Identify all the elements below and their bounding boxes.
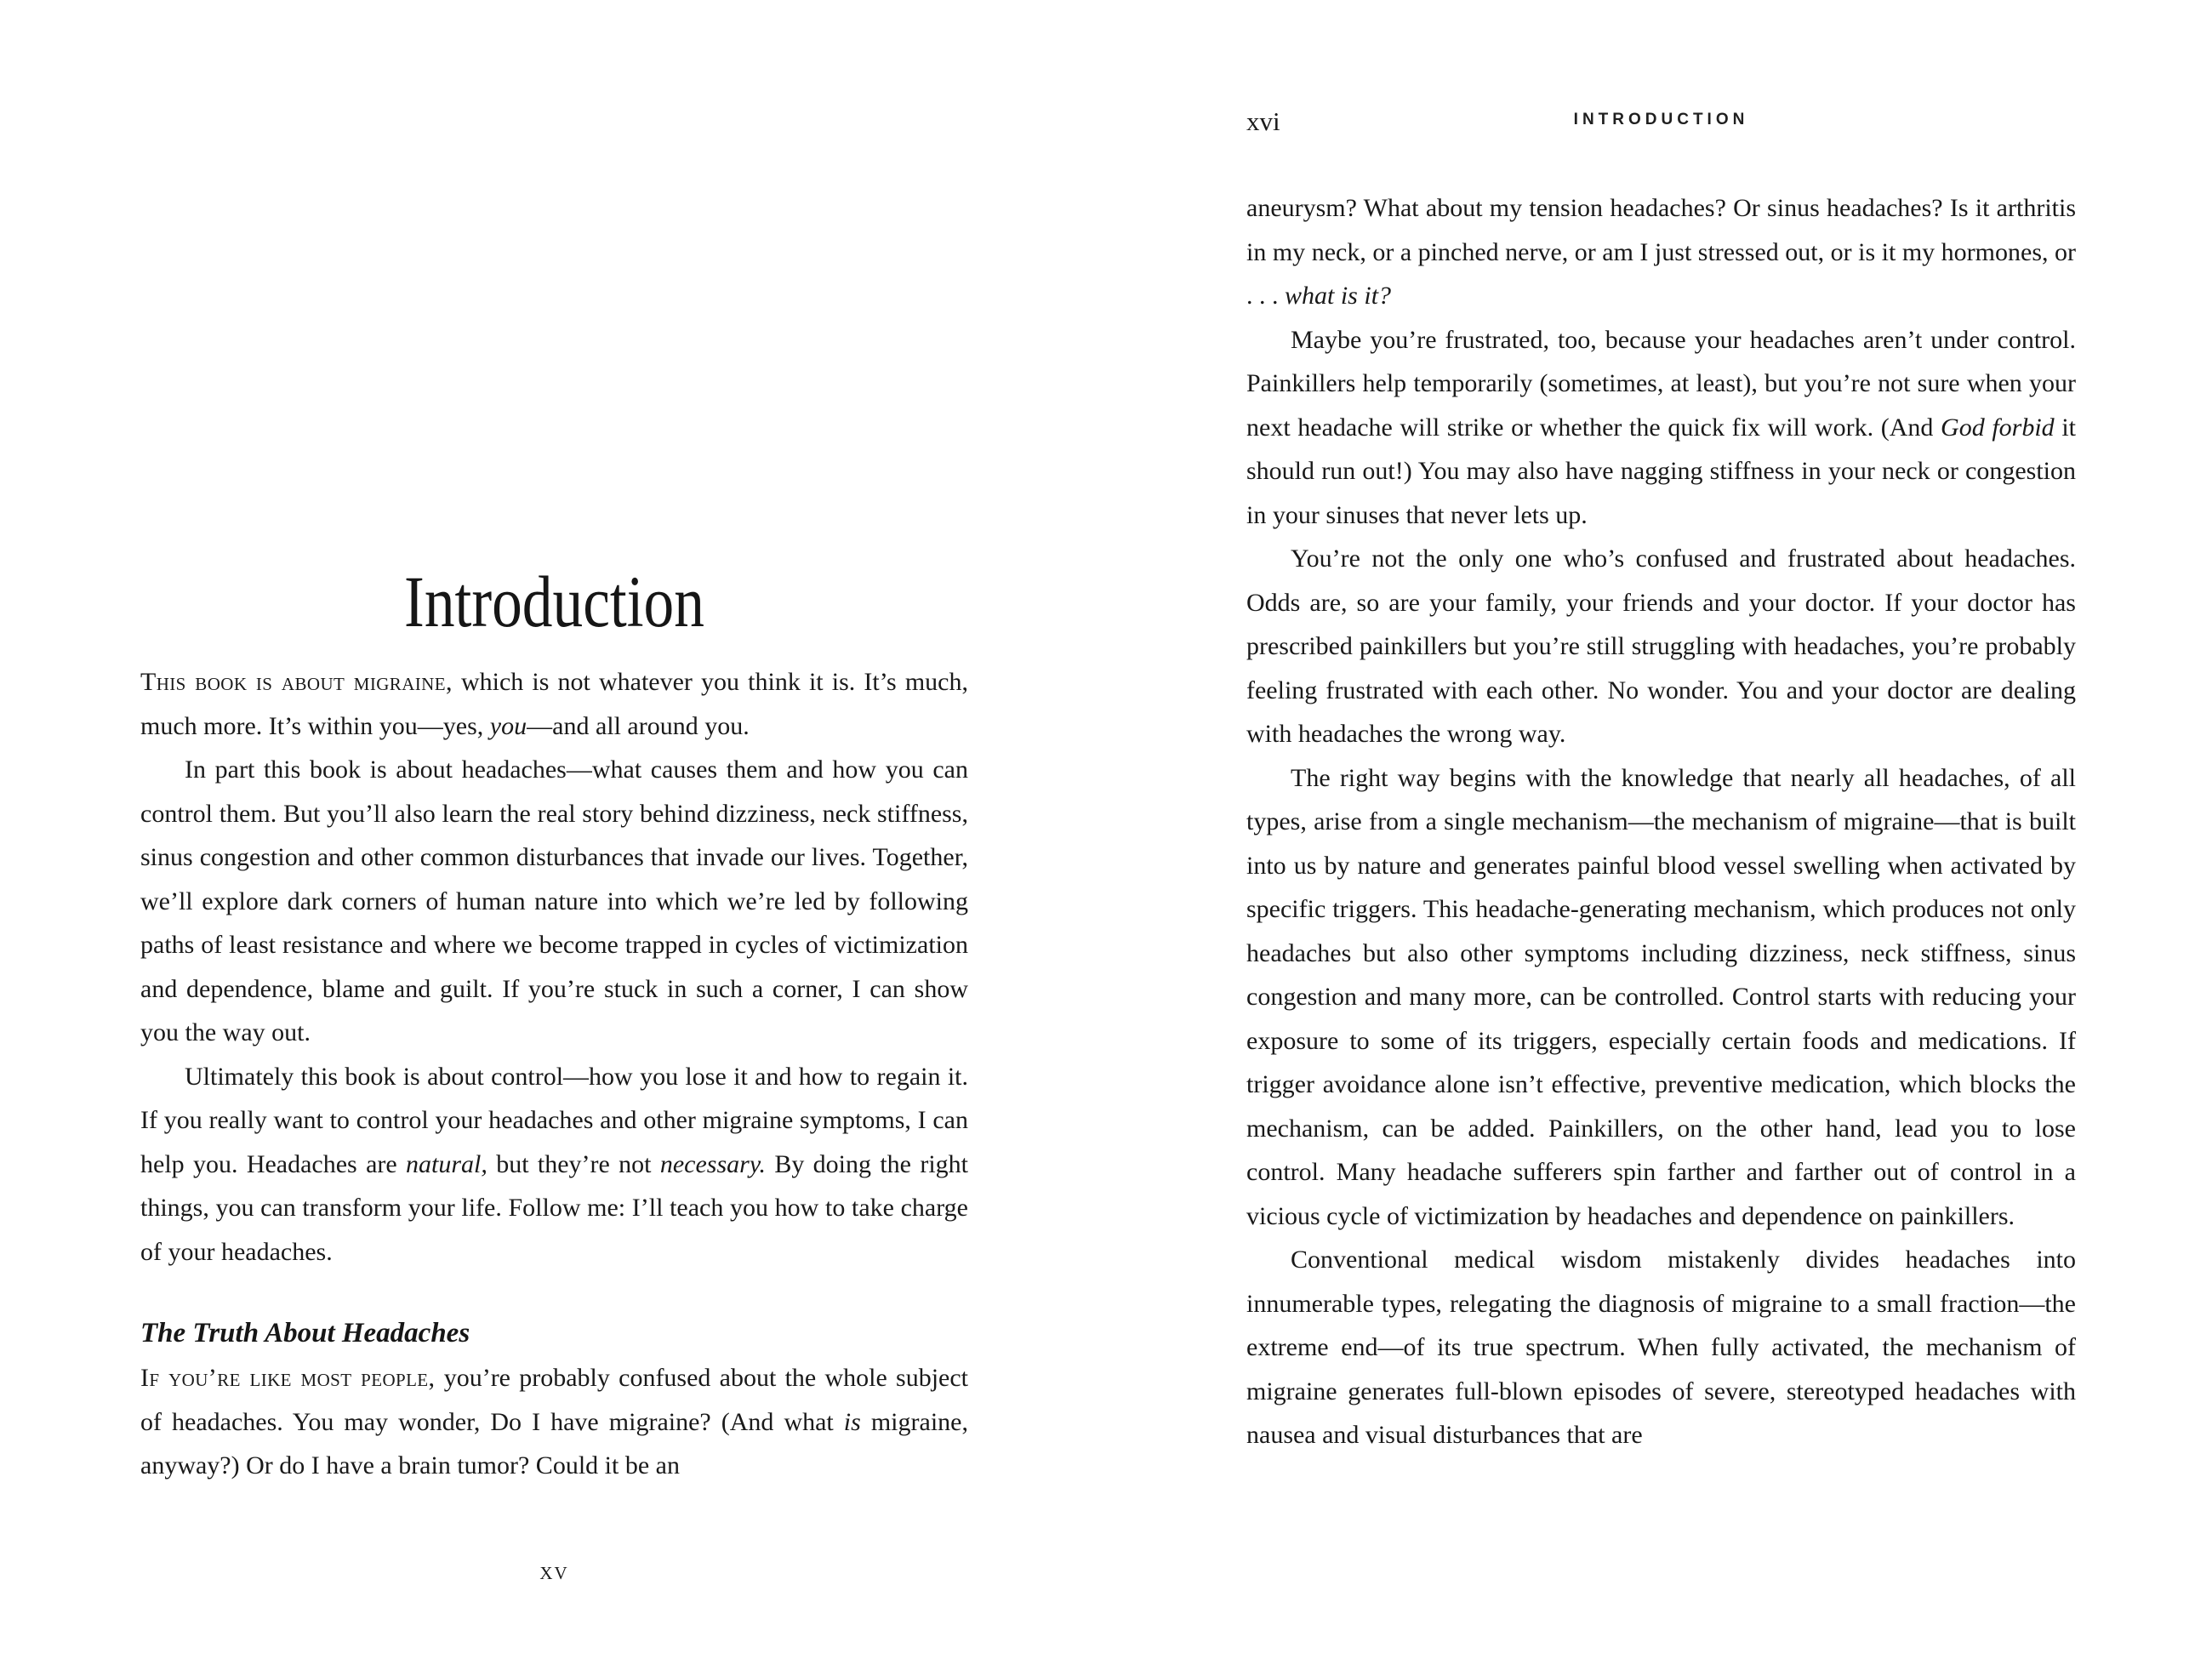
- smallcaps-lead: If you’re like most people,: [140, 1364, 436, 1392]
- italic-text: necessary.: [659, 1149, 766, 1178]
- folio-right: xvi: [1246, 106, 1280, 136]
- text-run: The right way begins with the knowledge that nearly all headaches, of all types, arise from a single mechanism—the mechanism of migraine—that is built into us by nature and generates painful blood vessel swelling when activated by specific triggers. This headache-generating mechanism, which produces not only headaches but also other symptoms including dizziness, neck stiffness, sinus congestion and many more, can be controlled. Control starts with reducing your exposure to some of its triggers, especially certain foods and medications. If trigger avoidance alone isn’t effective, preventive medication, which blocks the mechanism, can be added. Painkillers, on the other hand, lead you to lose control. Many headache sufferers spin farther and farther out of control in a vicious cycle of victimization by headaches and dependence on painkillers.: [1246, 763, 2076, 1230]
- paragraph: [1246, 318, 2076, 538]
- text-run: but they’re not: [487, 1149, 660, 1178]
- paragraph: [1246, 537, 2076, 756]
- text-run: you’re probably confused about the whole subject of headaches. You may wonder, Do I have migraine? (And what: [140, 1364, 968, 1436]
- smallcaps-lead: This book is about migraine,: [140, 668, 453, 696]
- italic-text: is: [843, 1407, 861, 1436]
- paragraph: [140, 748, 968, 1055]
- left-page: [140, 0, 968, 1659]
- paragraph: [1246, 1238, 2076, 1457]
- paragraph: [140, 1356, 968, 1488]
- text-run: aneurysm? What about my tension headaches? Or sinus headaches? Is it arthritis in my neck, or a pinched nerve, or am I just stressed out, or is it my hormones, or . . .: [1246, 194, 2076, 310]
- italic-text: natural,: [406, 1149, 487, 1178]
- folio-left: xv: [539, 1557, 569, 1585]
- text-run: —and all around you.: [527, 711, 750, 740]
- text-run: You’re not the only one who’s confused and frustrated about headaches. Odds are, so are your family, your friends and your doctor. If your doctor has prescribed painkillers but you’re still struggling with headaches, you’re probably feeling frustrated with each other. No wonder. You and your doctor are dealing with headaches the wrong way.: [1246, 544, 2076, 748]
- paragraph: [140, 1055, 968, 1274]
- running-title: INTRODUCTION: [1573, 111, 1749, 128]
- text-run: Maybe you’re frustrated, too, because your headaches aren’t under control. Painkillers help temporarily (sometimes, at least), but you’re not sure when your next headache will strike or whether the quick fix will work. (And: [1246, 325, 2076, 442]
- left-body-lower: [140, 1356, 968, 1488]
- text-run: Conventional medical wisdom mistakenly divides headaches into innumerable types, relegating the diagnosis of migraine to a small fraction—the extreme end—of its true spectrum. When fully activated, the mechanism of migraine generates full-blown episodes of severe, stereotyped headaches with nausea and visual disturbances that are: [1246, 1246, 2076, 1449]
- paragraph: [1246, 756, 2076, 1239]
- chapter-title: Introduction: [404, 561, 704, 642]
- section-subheading: The Truth About Headaches: [140, 1318, 470, 1348]
- text-run: In part this book is about headaches—what causes them and how you can control them. But you’ll also learn the real story behind dizziness, neck stiffness, sinus congestion and other common disturbances that invade our lives. Together, we’ll explore dark corners of human nature into which we’re led by following paths of least resistance and where we become trapped in cycles of victimization and dependence, blame and guilt. If you’re stuck in such a corner, I can show you the way out.: [140, 755, 968, 1046]
- right-page: [1246, 0, 2076, 1659]
- paragraph: [140, 660, 968, 748]
- text-run: it should run out!) You may also have nagging stiffness in your neck or congestion in your sinuses that never lets up.: [1246, 413, 2077, 529]
- italic-text: what is it?: [1285, 282, 1392, 310]
- text-run: which is not whatever you think it is. It’s much, much more. It’s within you—yes,: [140, 668, 968, 740]
- right-body: [1246, 186, 2076, 1457]
- text-run: Ultimately this book is about control—how you lose it and how to regain it. If you really want to control your headaches and other migraine symptoms, I can help you. Headaches are: [140, 1062, 968, 1178]
- left-body-upper: [140, 660, 968, 1274]
- paragraph: [1246, 186, 2076, 318]
- italic-text: God forbid: [1941, 413, 2055, 442]
- text-run: By doing the right things, you can transform your life. Follow me: I’ll teach you how to take charge of your headaches.: [140, 1149, 968, 1266]
- text-run: migraine, anyway?) Or do I have a brain tumor? Could it be an: [140, 1407, 968, 1479]
- italic-text: you: [489, 711, 527, 740]
